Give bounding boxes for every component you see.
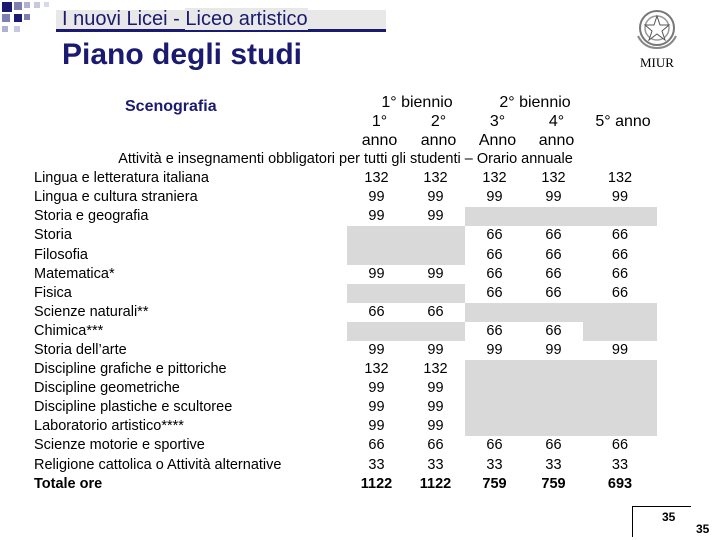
header-year-5: 5° anno: [595, 113, 651, 130]
hours-cell: 99: [486, 189, 503, 206]
subject-cell: Lingua e cultura straniera: [34, 189, 198, 206]
corner-decoration: [0, 0, 60, 40]
hours-cell: 99: [611, 341, 629, 358]
hours-cell: 99: [427, 341, 444, 358]
subject-cell: Fisica: [34, 284, 72, 301]
subject-cell: Scienze naturali**: [34, 303, 149, 320]
hours-cell: [465, 360, 524, 379]
hours-cell: 99: [368, 418, 385, 435]
hours-cell: 66: [427, 303, 444, 320]
header-anno-4: anno: [538, 132, 575, 149]
hours-cell: [524, 417, 583, 436]
header-anno-3: Anno: [478, 132, 517, 149]
hours-cell: [583, 379, 657, 398]
hours-cell: 132: [482, 170, 507, 187]
table-row: [34, 207, 657, 226]
hours-cell: [583, 207, 657, 226]
table-row: [34, 169, 657, 188]
hours-cell: 99: [486, 341, 503, 358]
hours-cell: [347, 322, 406, 341]
subject-cell: Religione cattolica o Attività alternative: [34, 456, 282, 473]
hours-cell: 99: [427, 208, 444, 225]
hours-cell: 66: [545, 265, 562, 282]
hours-cell: 99: [427, 380, 444, 397]
header-year-2: 2°: [430, 113, 447, 130]
hours-cell: 33: [611, 456, 629, 473]
hours-cell: [583, 322, 657, 341]
hours-cell: 759: [482, 475, 507, 492]
hours-cell: 99: [611, 189, 629, 206]
hours-cell: 33: [427, 456, 444, 473]
hours-cell: 66: [611, 284, 629, 301]
hours-cell: 99: [427, 265, 444, 282]
subject-cell: Storia: [34, 227, 72, 244]
table-row: [34, 245, 657, 264]
hours-cell: 66: [545, 227, 562, 244]
hours-cell: [583, 360, 657, 379]
hours-cell: 99: [427, 418, 444, 435]
section-title: Attività e insegnamenti obbligatori per tutti gli studenti – Orario annuale: [118, 151, 573, 168]
hours-cell: 66: [611, 227, 629, 244]
hours-cell: [524, 398, 583, 417]
table-row: [34, 456, 657, 475]
page-number-corner: 35: [696, 522, 710, 536]
header-biennio-1: 1° biennio: [381, 94, 453, 111]
hours-cell: 132: [423, 361, 448, 378]
slide-title: I nuovi Licei - Liceo artistico: [62, 8, 308, 30]
subject-cell: Lingua e letteratura italiana: [34, 170, 209, 187]
table-row: [34, 303, 657, 322]
hours-cell: 693: [607, 475, 633, 492]
table-row: [34, 188, 657, 207]
table-row: [34, 475, 657, 494]
hours-cell: 33: [368, 456, 385, 473]
header-year-4: 4°: [548, 113, 565, 130]
subject-cell: Filosofia: [34, 246, 88, 263]
hours-cell: 33: [486, 456, 503, 473]
table-row: [34, 360, 657, 379]
hours-cell: 66: [611, 246, 629, 263]
hours-cell: [406, 245, 465, 264]
hours-cell: [524, 207, 583, 226]
hours-cell: [524, 303, 583, 322]
hours-cell: 66: [368, 437, 385, 454]
hours-cell: 132: [364, 361, 389, 378]
hours-cell: 66: [545, 246, 562, 263]
table-row: [34, 265, 657, 284]
hours-cell: 66: [486, 227, 503, 244]
hours-cell: 66: [545, 322, 562, 339]
subject-cell: Storia dell’arte: [34, 341, 127, 358]
hours-cell: 99: [368, 208, 385, 225]
header-year-1: 1°: [371, 113, 388, 130]
ministry-label: MIUR: [640, 55, 674, 70]
table-row: [34, 398, 657, 417]
hours-cell: 1122: [360, 475, 393, 492]
subject-cell: Scienze motorie e sportive: [34, 437, 205, 454]
hours-cell: [347, 226, 406, 245]
header-biennio-2: 2° biennio: [499, 94, 571, 111]
subject-cell: Matematica*: [34, 265, 115, 282]
hours-cell: [406, 322, 465, 341]
hours-cell: 66: [486, 437, 503, 454]
hours-cell: 1122: [419, 475, 452, 492]
hours-cell: 99: [368, 189, 385, 206]
hours-cell: 99: [368, 341, 385, 358]
hours-cell: [406, 226, 465, 245]
hours-cell: [465, 398, 524, 417]
subject-cell: Discipline geometriche: [34, 380, 180, 397]
hours-cell: 66: [486, 246, 503, 263]
hours-cell: 99: [545, 341, 562, 358]
hours-cell: [465, 379, 524, 398]
table-row: [34, 379, 657, 398]
hours-cell: [524, 360, 583, 379]
hours-cell: 99: [545, 189, 562, 206]
subject-cell: Discipline plastiche e scultoree: [34, 399, 233, 416]
page-number: 35: [662, 510, 676, 524]
hours-cell: 99: [368, 399, 385, 416]
section-title-row: [34, 150, 657, 169]
subject-cell: Storia e geografia: [34, 208, 149, 225]
hours-cell: [524, 379, 583, 398]
hours-cell: [583, 398, 657, 417]
subject-cell: Totale ore: [34, 475, 103, 492]
hours-cell: [347, 284, 406, 303]
indirizzo-label: Scenografia: [125, 98, 217, 115]
table-row: [34, 436, 657, 455]
header-anno-1: anno: [361, 132, 398, 149]
hours-cell: 66: [611, 437, 629, 454]
hours-cell: 132: [423, 170, 448, 187]
table-row: [34, 226, 657, 245]
hours-cell: 66: [486, 322, 503, 339]
hours-cell: [465, 303, 524, 322]
hours-cell: [465, 207, 524, 226]
table-row: [34, 322, 657, 341]
subject-cell: Discipline grafiche e pittoriche: [34, 361, 227, 378]
table-row: [34, 417, 657, 436]
hours-cell: 66: [611, 265, 629, 282]
header-year-3: 3°: [489, 113, 506, 130]
hours-cell: 66: [427, 437, 444, 454]
hours-cell: [465, 417, 524, 436]
hours-cell: 66: [486, 284, 503, 301]
hours-cell: 66: [545, 437, 562, 454]
subject-cell: Chimica***: [34, 322, 104, 339]
table-row: [34, 284, 657, 303]
hours-cell: 66: [486, 265, 503, 282]
hours-cell: 132: [541, 170, 566, 187]
hours-cell: [583, 417, 657, 436]
hours-cell: 99: [427, 189, 444, 206]
study-plan-table: [34, 150, 657, 494]
hours-cell: 99: [368, 265, 385, 282]
hours-cell: [347, 245, 406, 264]
table-row: [34, 341, 657, 360]
hours-cell: 99: [427, 399, 444, 416]
hours-cell: 132: [607, 170, 633, 187]
subject-cell: Laboratorio artistico****: [34, 418, 184, 435]
hours-cell: 33: [545, 456, 562, 473]
hours-cell: 759: [541, 475, 566, 492]
hours-cell: 99: [368, 380, 385, 397]
header-anno-2: anno: [420, 132, 457, 149]
hours-cell: [583, 303, 657, 322]
emblem-icon: [632, 6, 682, 52]
page-heading: Piano degli studi: [62, 38, 303, 71]
hours-cell: 132: [364, 170, 389, 187]
hours-cell: [406, 284, 465, 303]
hours-cell: 66: [545, 284, 562, 301]
hours-cell: 66: [368, 303, 385, 320]
